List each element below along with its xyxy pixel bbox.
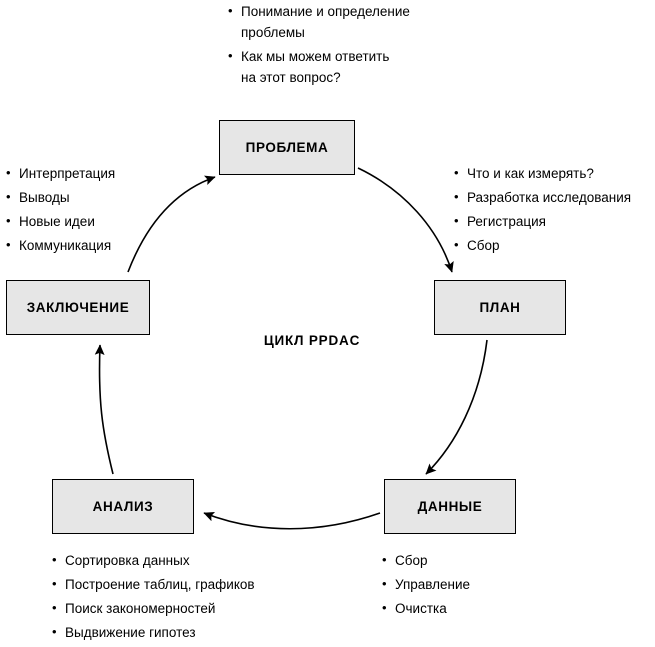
- node-problem-label: ПРОБЛЕМА: [245, 140, 329, 155]
- node-problem: [219, 120, 355, 175]
- list-problem: [226, 2, 456, 92]
- list-item: • Как мы можем ответить на этот вопрос?: [226, 47, 456, 89]
- node-plan-label: ПЛАН: [479, 300, 521, 315]
- list-item: • Очистка: [380, 599, 560, 620]
- list-item: • Выводы: [4, 188, 164, 209]
- cycle-center-label: ЦИКЛ PPDAC: [263, 333, 361, 348]
- list-item: • Построение таблиц, графиков: [50, 575, 300, 596]
- list-item: • Сбор: [452, 236, 652, 257]
- list-item: • Новые идеи: [4, 212, 164, 233]
- list-item: • Интерпретация: [4, 164, 164, 185]
- list-plan: [452, 164, 652, 260]
- node-analysis-label: АНАЛИЗ: [92, 499, 154, 514]
- arrow-analysis-to-conclusion: [100, 345, 113, 474]
- list-analysis: [50, 551, 300, 647]
- node-data-label: ДАННЫЕ: [417, 499, 483, 514]
- node-data: [384, 479, 516, 534]
- list-item: • Понимание и определение проблемы: [226, 2, 456, 44]
- list-item: • Разработка исследования: [452, 188, 652, 209]
- list-conclusion: [4, 164, 164, 260]
- list-item: • Коммуникация: [4, 236, 164, 257]
- list-item: • Сортировка данных: [50, 551, 300, 572]
- node-plan: [434, 280, 566, 335]
- list-data: [380, 551, 560, 623]
- node-analysis: [52, 479, 194, 534]
- list-item: • Поиск закономерностей: [50, 599, 300, 620]
- arrow-problem-to-plan: [358, 168, 452, 272]
- node-conclusion-label: ЗАКЛЮЧЕНИЕ: [26, 300, 130, 315]
- arrow-data-to-analysis: [204, 513, 380, 529]
- list-item: • Что и как измерять?: [452, 164, 652, 185]
- list-item: • Регистрация: [452, 212, 652, 233]
- list-item: • Выдвижение гипотез: [50, 623, 300, 644]
- node-conclusion: [6, 280, 150, 335]
- list-item: • Сбор: [380, 551, 560, 572]
- list-item: • Управление: [380, 575, 560, 596]
- arrow-plan-to-data: [426, 340, 487, 474]
